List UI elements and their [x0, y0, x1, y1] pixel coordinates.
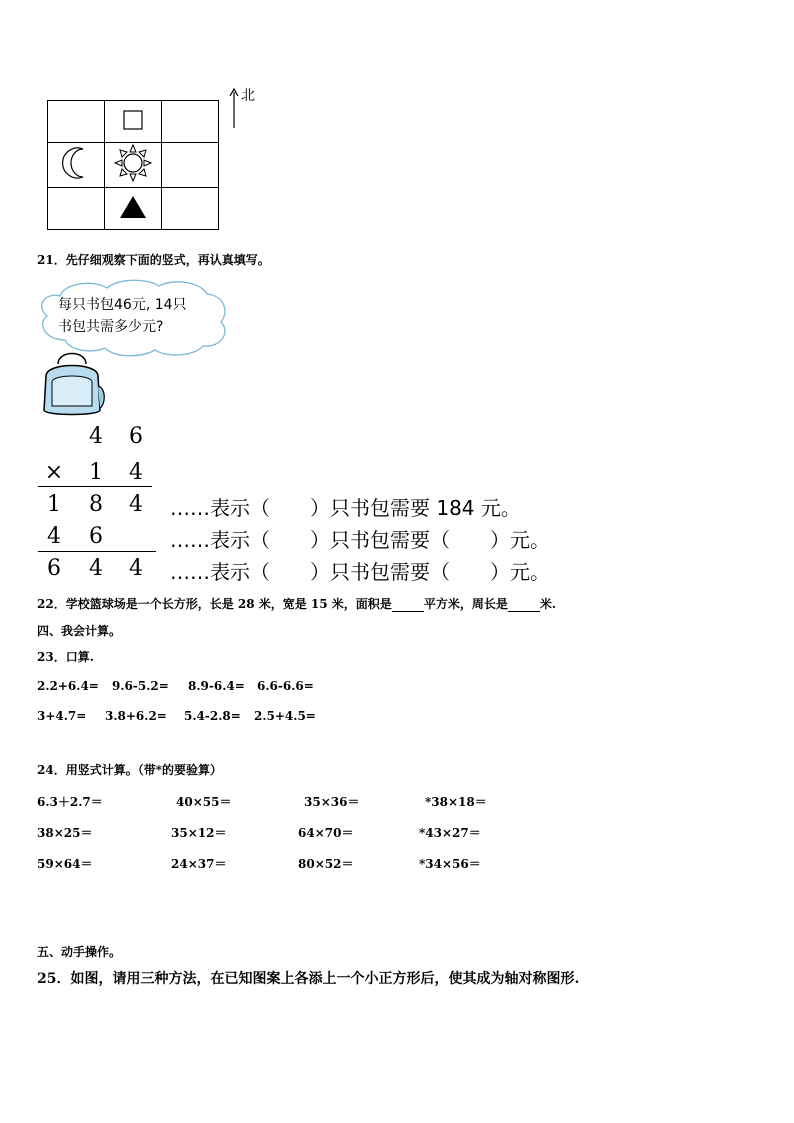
- grid-cell: [105, 143, 162, 188]
- speech-line-2: 书包共需多少元?: [58, 319, 164, 335]
- q22-part2: 平方米，周长是: [423, 597, 508, 611]
- written-calc-item: 6.3＋2.7＝: [37, 795, 103, 809]
- north-arrow-icon: [228, 86, 240, 130]
- q23-title: 23．口算.: [37, 650, 94, 664]
- grid-cell: [48, 143, 105, 188]
- oral-calc-item: 8.9-6.4=: [188, 679, 245, 693]
- q24-title: 24．用竖式计算。（带*的要验算）: [37, 763, 222, 777]
- grid-cell: [162, 101, 219, 143]
- digit: 8: [89, 492, 103, 517]
- digit: 6: [89, 524, 103, 549]
- speech-text: [58, 294, 187, 338]
- grid-cell: [48, 101, 105, 143]
- oral-calc-item: 6.6-6.6=: [257, 679, 314, 693]
- written-calc-item: *38×18＝: [425, 795, 487, 809]
- grid-cell: [162, 188, 219, 230]
- q22-part1: 22．学校篮球场是一个长方形，长是 28 米，宽是 15 米，面积是: [37, 597, 392, 611]
- oral-calc-item: 3.8+6.2=: [105, 709, 167, 723]
- q21-title: 21．先仔细观察下面的竖式，再认真填写。: [37, 253, 270, 267]
- grid-cell: [48, 188, 105, 230]
- oral-calc-item: 9.6-5.2=: [112, 679, 169, 693]
- sum-line: [38, 551, 156, 552]
- section-4-heading: 四、我会计算。: [37, 624, 122, 638]
- written-calc-item: 80×52＝: [298, 857, 354, 871]
- written-calc-item: *43×27＝: [419, 826, 481, 840]
- oral-calc-item: 2.2+6.4=: [37, 679, 99, 693]
- north-label: 北: [241, 88, 255, 104]
- section-5-heading: 五、动手操作。: [37, 945, 122, 959]
- position-grid: [47, 100, 219, 230]
- written-calc-item: 40×55＝: [176, 795, 232, 809]
- moon-icon: [59, 145, 93, 181]
- area-answer-blank[interactable]: [392, 599, 424, 612]
- q22-part3: 米.: [539, 597, 557, 611]
- note-1: ……表示（ ）只书包需要 184 元。: [170, 496, 521, 520]
- triangle-icon: [118, 193, 148, 221]
- oral-calc-item: 3+4.7=: [37, 709, 87, 723]
- backpack-icon: [40, 346, 108, 418]
- speech-line-1: 每只书包46元, 14只: [58, 297, 187, 313]
- digit: 4: [129, 460, 143, 485]
- times-sign: ×: [44, 460, 64, 485]
- grid-cell: [162, 143, 219, 188]
- note-2: ……表示（ ）只书包需要（ ）元。: [170, 528, 550, 552]
- written-calc-item: 35×36＝: [304, 795, 360, 809]
- digit: 4: [89, 424, 103, 449]
- result-line: [38, 486, 152, 487]
- oral-calc-item: 2.5+4.5=: [254, 709, 316, 723]
- written-calc-item: 35×12＝: [171, 826, 227, 840]
- digit: 4: [89, 556, 103, 581]
- note-3: ……表示（ ）只书包需要（ ）元。: [170, 560, 550, 584]
- digit: 1: [47, 492, 61, 517]
- oral-calc-item: 5.4-2.8=: [184, 709, 241, 723]
- grid-cell: [105, 101, 162, 143]
- written-calc-item: 64×70＝: [298, 826, 354, 840]
- digit: 1: [89, 460, 103, 485]
- written-calc-item: *34×56＝: [419, 857, 481, 871]
- digit: 6: [129, 424, 143, 449]
- digit: 6: [47, 556, 61, 581]
- digit: 4: [129, 492, 143, 517]
- perimeter-answer-blank[interactable]: [508, 599, 540, 612]
- digit: 4: [47, 524, 61, 549]
- written-calc-item: 59×64＝: [37, 857, 93, 871]
- sun-icon: [113, 143, 153, 183]
- grid-cell: [105, 188, 162, 230]
- square-icon: [121, 108, 145, 132]
- digit: 4: [129, 556, 143, 581]
- q22-text: [37, 595, 556, 612]
- written-calc-item: 24×37＝: [171, 857, 227, 871]
- q25-text: 25．如图，请用三种方法，在已知图案上各添上一个小正方形后，使其成为轴对称图形.: [37, 971, 580, 987]
- written-calc-item: 38×25＝: [37, 826, 93, 840]
